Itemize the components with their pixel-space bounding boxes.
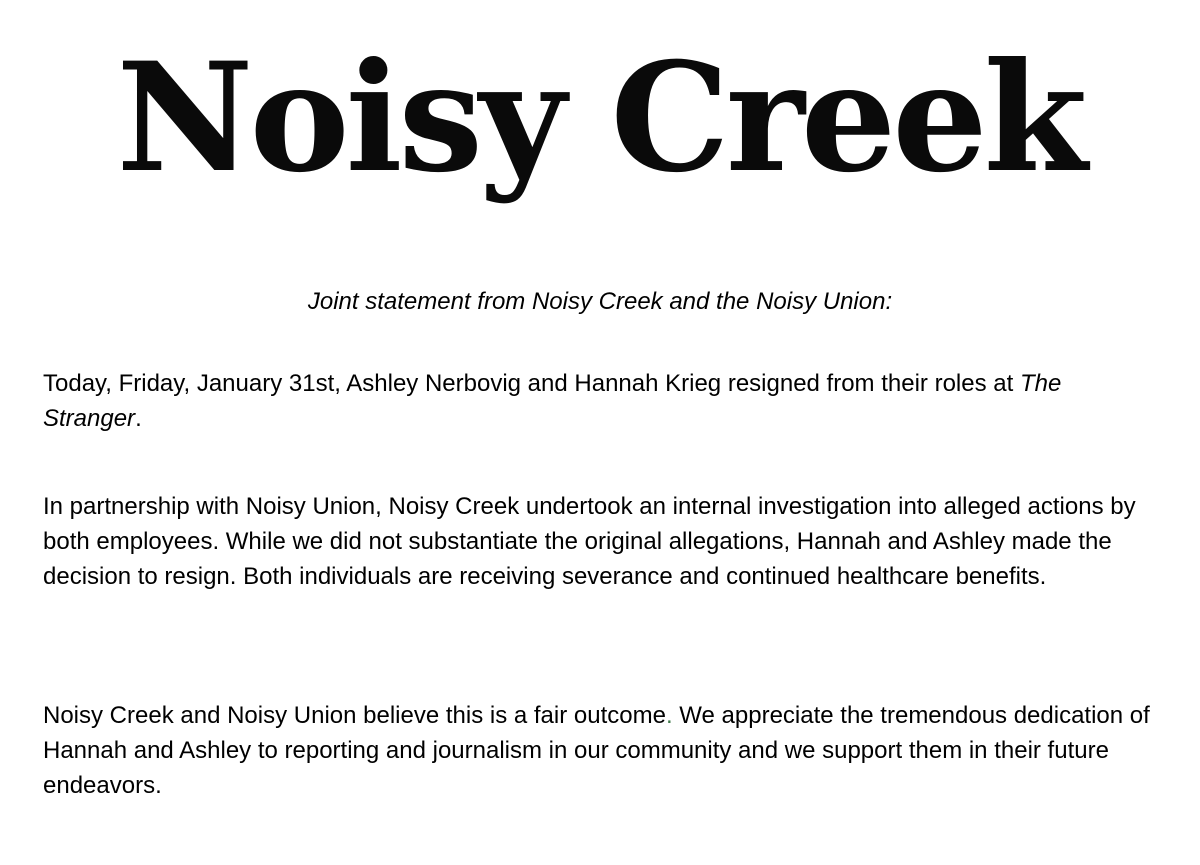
paragraph-investigation: In partnership with Noisy Union, Noisy Creek undertook an internal investigation into alleged actions by both employees. While we did not substantiate the original allegations, Hannah and Ashley made the decision to resign. Both individuals are receiving severance and continued healthcare benefits.	[43, 493, 1136, 590]
statement-intro: Joint statement from Noisy Creek and the Noisy Union:	[307, 288, 893, 315]
paragraph-outcome-rest: We appreciate the tremendous dedication of Hannah and Ashley to reporting and journalism in our community and we support them in their future endeavors.	[43, 702, 1150, 799]
paragraph-outcome-start: Noisy Creek and Noisy Union believe this is a fair outcome	[43, 702, 666, 729]
paragraph-outcome	[43, 698, 1163, 803]
masthead-logo: Noisy Creek	[116, 30, 1084, 206]
paragraph-outcome-dot: .	[665, 702, 673, 729]
paragraph-resignation-end: .	[135, 405, 142, 432]
paragraph-resignation	[43, 366, 1163, 436]
publication-name: The Stranger	[43, 370, 1062, 432]
paragraph-resignation-text: Today, Friday, January 31st, Ashley Nerbovig and Hannah Krieg resigned from their roles at	[43, 370, 1020, 397]
